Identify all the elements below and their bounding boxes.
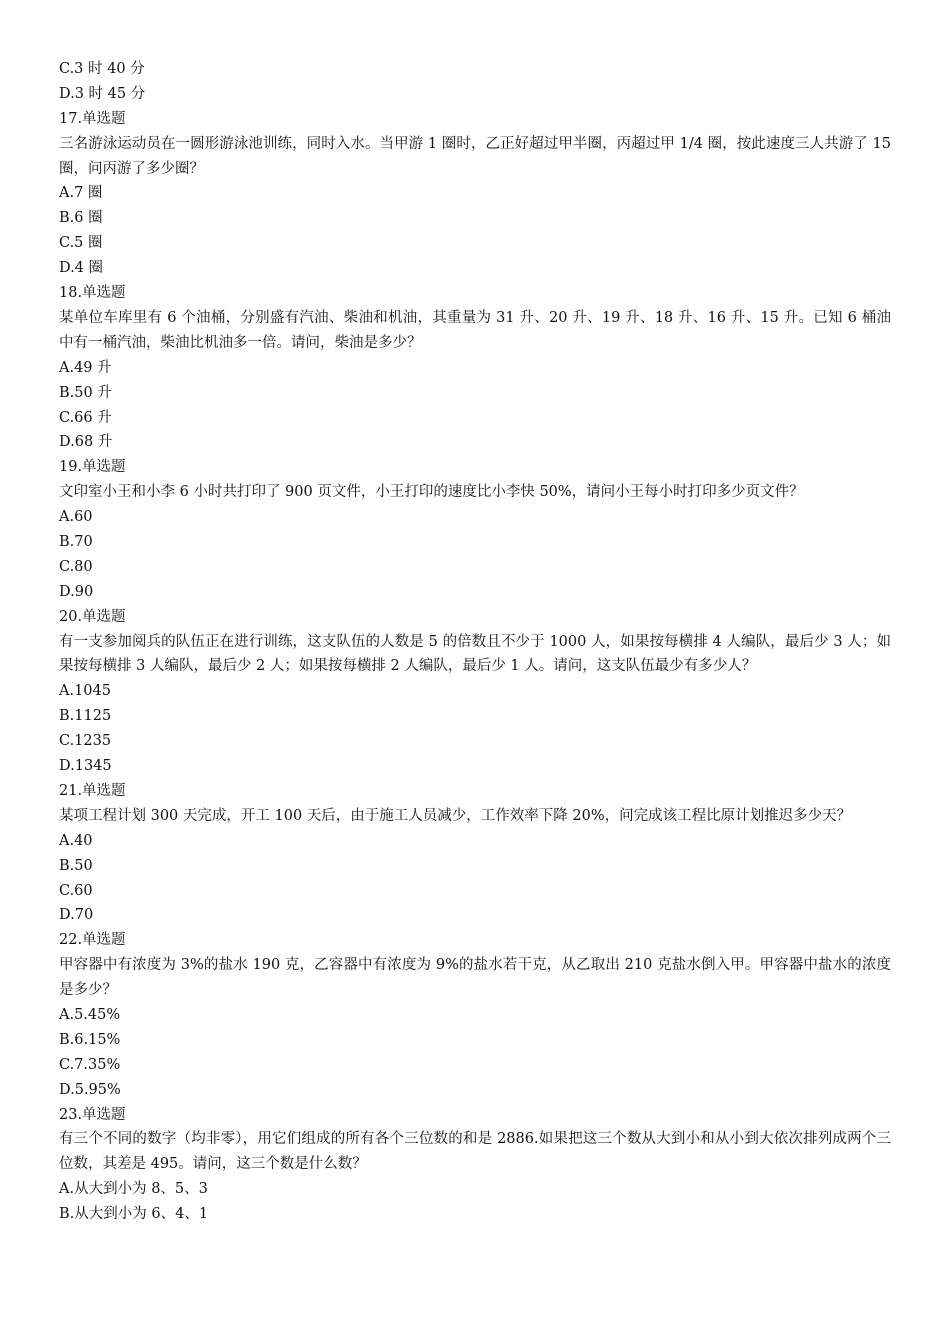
question-header: 17.单选题 (59, 110, 126, 127)
question-stem: 有一支参加阅兵的队伍正在进行训练，这支队伍的人数是 5 的倍数且不少于 1000 人，如果按每横排 4 人编队，最后少 3 人；如果按每横排 3 人编队，最后少 2 人；如果按每横排 2 人编队，最后少 1 人。请问，这支队伍最少有多少人？ (59, 633, 891, 675)
question-header: 19.单选题 (59, 459, 126, 476)
question-18 (59, 281, 891, 455)
option-line: B.50 升 (59, 384, 112, 401)
question-stem: 有三个不同的数字（均非零），用它们组成的所有各个三位数的和是 2886.如果把这三个数从大到小和从小到大依次排列成两个三位数，其差是 495。请问，这三个数是什么数？ (59, 1131, 891, 1173)
option-line: C.3 时 40 分 (59, 61, 145, 77)
option-line: D.68 升 (59, 434, 113, 451)
option-line: B.1125 (59, 708, 112, 725)
question-stem: 文印室小王和小李 6 小时共打印了 900 页文件，小王打印的速度比小李快 50%，请问小王每小时打印多少页文件？ (59, 484, 804, 501)
question-stem: 甲容器中有浓度为 3%的盐水 190 克，乙容器中有浓度为 9%的盐水若干克，从乙取出 210 克盐水倒入甲。甲容器中盐水的浓度是多少？ (59, 957, 891, 999)
option-line: A.1045 (59, 683, 111, 700)
question-stem: 三名游泳运动员在一圆形游泳池训练，同时入水。当甲游 1 圈时，乙正好超过甲半圈，丙超过甲 1/4 圈，按此速度三人共游了 15 圈，问丙游了多少圈？ (59, 135, 891, 177)
question-header: 18.单选题 (59, 285, 126, 302)
question-22 (59, 928, 891, 1102)
question-21 (59, 779, 891, 928)
option-line: B.6 圈 (59, 210, 103, 227)
option-line: A.从大到小为 8、5、3 (59, 1181, 208, 1198)
option-line: A.40 (59, 832, 93, 849)
document-page (59, 57, 891, 1227)
option-line: B.从大到小为 6、4、1 (59, 1206, 209, 1223)
option-line: C.80 (59, 558, 93, 575)
option-line: B.70 (59, 534, 93, 550)
question-20 (59, 605, 891, 779)
option-line: A.7 圈 (59, 185, 103, 202)
option-line: D.1345 (59, 758, 112, 775)
option-line: C.1235 (59, 733, 112, 750)
question-17 (59, 107, 891, 281)
option-line: B.6.15% (59, 1031, 121, 1048)
option-line: C.66 升 (59, 409, 112, 426)
question-header: 20.单选题 (59, 608, 126, 625)
option-line: C.7.35% (59, 1056, 121, 1073)
question-header: 21.单选题 (59, 782, 126, 799)
option-line: D.4 圈 (59, 260, 104, 277)
option-line: D.3 时 45 分 (59, 85, 146, 102)
option-line: C.5 圈 (59, 235, 103, 252)
option-line: B.50 (59, 857, 93, 874)
option-line: A.49 升 (59, 359, 112, 376)
question-header: 23.单选题 (59, 1106, 126, 1123)
option-line: A.5.45% (59, 1007, 121, 1023)
option-line: C.60 (59, 882, 93, 899)
option-line: D.5.95% (59, 1081, 121, 1098)
question-header: 22.单选题 (59, 932, 126, 949)
option-line: D.70 (59, 907, 94, 924)
question-stem: 某项工程计划 300 天完成，开工 100 天后，由于施工人员减少，工作效率下降 20%，问完成该工程比原计划推迟多少天？ (59, 807, 852, 824)
question-stem: 某单位车库里有 6 个油桶，分别盛有汽油、柴油和机油，其重量为 31 升、20 升、19 升、18 升、16 升、15 升。已知 6 桶油中有一桶汽油，柴油比机油多一倍。请问，柴油是多少？ (59, 309, 891, 351)
option-line: A.60 (59, 509, 93, 526)
question-23 (59, 1103, 891, 1227)
question-19 (59, 455, 891, 604)
option-line: D.90 (59, 583, 94, 600)
